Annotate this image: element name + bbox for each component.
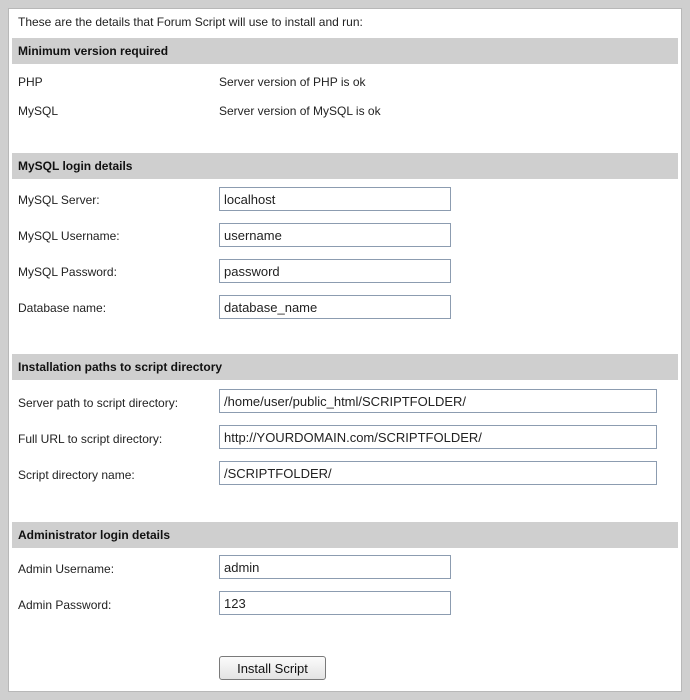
admin-username-label: Admin Username:	[18, 562, 115, 576]
mysql-password-input[interactable]	[219, 259, 451, 283]
install-script-button[interactable]: Install Script	[219, 656, 326, 680]
server-path-label: Server path to script directory:	[18, 396, 179, 410]
php-label: PHP	[18, 75, 43, 89]
section-header-minimum-version: Minimum version required	[12, 38, 678, 64]
mysql-username-label: MySQL Username:	[18, 229, 120, 243]
admin-password-input[interactable]	[219, 591, 451, 615]
section-header-administrator-login: Administrator login details	[12, 522, 678, 548]
script-directory-name-label: Script directory name:	[18, 468, 135, 482]
admin-username-input[interactable]	[219, 555, 451, 579]
section-header-mysql-login: MySQL login details	[12, 153, 678, 179]
section-header-installation-paths: Installation paths to script directory	[12, 354, 678, 380]
database-name-input[interactable]	[219, 295, 451, 319]
full-url-label: Full URL to script directory:	[18, 432, 163, 446]
script-directory-name-input[interactable]	[219, 461, 657, 485]
php-status: Server version of PHP is ok	[219, 75, 366, 89]
mysql-password-label: MySQL Password:	[18, 265, 117, 279]
database-name-label: Database name:	[18, 301, 107, 315]
installer-panel	[8, 8, 682, 692]
admin-password-label: Admin Password:	[18, 598, 112, 612]
mysql-server-input[interactable]	[219, 187, 451, 211]
mysql-status: Server version of MySQL is ok	[219, 104, 381, 118]
mysql-server-label: MySQL Server:	[18, 193, 100, 207]
mysql-username-input[interactable]	[219, 223, 451, 247]
full-url-input[interactable]	[219, 425, 657, 449]
mysql-label: MySQL	[18, 104, 59, 118]
server-path-input[interactable]	[219, 389, 657, 413]
intro-text: These are the details that Forum Script will use to install and run:	[18, 15, 363, 29]
